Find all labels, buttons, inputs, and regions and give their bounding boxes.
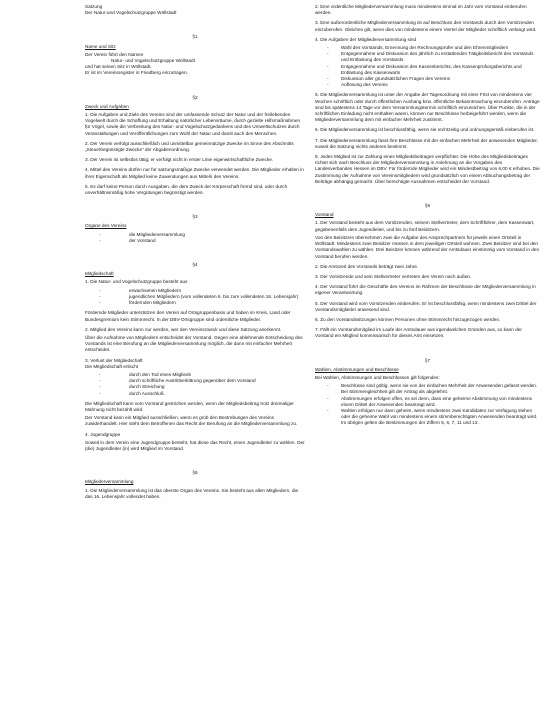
paragraph: 2. Der Verein verfolgt ausschließlich und unmittelbar gemeinnützige Zwecke im Sinne des Abschnitts „Steuerbegünstigte Zwecke“ der Abgabenordnung.: [85, 140, 294, 153]
section-title: Wahlen, Abstimmungen und Beschlüsse: [315, 366, 399, 372]
list-item: - erwachsenen Mitgliedern: [85, 288, 305, 294]
paragraph: Der Verein führt den Namen Natur- und Vogelschutzgruppe Wöllstadt und hat seinen Sitz in Wöllstadt. Er ist im Vereinsregister in Friedberg einzutragen.: [85, 51, 195, 76]
section-number: §1: [192, 34, 198, 40]
paragraph: 4. Jugendgruppe: [85, 431, 121, 437]
section-title: Organe des Vereins: [85, 223, 127, 229]
section-number: §4: [192, 262, 198, 268]
paragraph: Bei Wahlen, Abstimmungen und Beschlüssen gilt folgendes:: [315, 374, 440, 380]
list-item: - jugendlichen Mitgliedern (vom vollendeten 6. bis zum vollendeten 16. Lebensjahr): [85, 294, 305, 300]
paragraph: 3. Verlust der Mitgliedschaft Die Mitgliedschaft erlischt: [85, 357, 143, 369]
list-item: - Entgegennahme und Diskussion des Kassenberichts, des Kassenprüfungsberichts und Entlastung des Kassenwarts: [315, 64, 540, 76]
paragraph: 7. Die Mitgliederversammlung fasst ihre Beschlüsse mit der einfachen Mehrheit der anwesenden Mitglieder, soweit die Satzung nichts anderes bestimmt.: [315, 137, 539, 149]
section-title: Name und Sitz: [85, 43, 116, 49]
paragraph: 3. Der Verein ist selbstlos tätig; er verfolgt nicht in erster Linie eigenwirtschaftliche Zwecke.: [85, 157, 274, 163]
section-number: §3: [192, 214, 198, 220]
paragraph: 2. Eine ordentliche Mitgliederversammlung muss mindestens einmal im Jahr vom Vorstand einberufen werden.: [315, 4, 527, 16]
paragraph: 2. Die Amtszeit des Vorstands beträgt zwei Jahre.: [315, 263, 419, 269]
list-item: - Beschlüsse sind gültig, wenn sie von der einfachen Mehrheit der Anwesenden gefasst werden. Bei Stimmengleichheit gilt der Antrag als abgelehnt.: [315, 383, 540, 395]
list-item: - durch schriftliche Austrittserklärung gegenüber dem Vorstand: [85, 378, 305, 384]
section-number: §6: [424, 203, 431, 209]
paragraph: 6. Die Mitgliederversammlung ist beschlussfähig, wenn sie rechtzeitig und ordnungsgemäß einberufen ist.: [315, 127, 535, 133]
paragraph: Von den Beisitzern übernehmen zwei die Aufgabe des Ansprechpartners für jeweils einen Ortsteil in Wöllstadt. Mindestens zwei Beisitzer müssen in dem jeweiligen Ortsteil wohnen. Zwei Beisitzer sind bei den Vorstandswahlen zu wählen. Drei Beisitzer können während der Amtsdauer einstimmig vom Vorstand in den Vorstand berufen werden.: [315, 234, 540, 259]
list-item: - Entgegennahme und Diskussion des jährlich zu erstattenden Tätigkeitsbericht des Vorstands und Entlastung des Vorstands: [315, 51, 540, 63]
right-column: [315, 4, 540, 431]
section-number: §5: [192, 470, 198, 476]
list: [315, 45, 540, 88]
section-title: Zweck und Aufgaben: [85, 103, 129, 109]
paragraph: 2. Mitglied des Vereins kann nur werden, wer den Vereinszweck und diese Satzung anerkennt.: [85, 326, 282, 332]
list: [85, 372, 305, 397]
header-line-1: Satzung: [85, 4, 103, 9]
paragraph: 1. Die Aufgaben und Ziele des Vereins sind der umfassende Schutz der Natur und der freilebenden Vogelwelt durch die Schaffung und Erhaltung natürlicher Lebensräume, durch gezielte Hilfsmaßnahmen für Vögel, sowie die Verbreitung des Natur- und Vogelschutzgedankens und des Umweltschutzes durch Veranstaltungen und Veröffentlichungen zum Wohl der Natur und damit auch des Menschen.: [85, 112, 301, 136]
list-item: - Wahlen erfolgen nur dann geheim, wenn mindestens zwei Kandidaten zur Verfügung stehen oder die geheime Wahl von mindestens einem stimmberechtigten Anwesenden beantragt wird. Im übrigen gelten die Bestimmungen der Ziffern 5, 6, 7, 11 und 13.: [315, 408, 540, 427]
document-header: [85, 4, 305, 16]
paragraph: 6. Zu den Vorstandssitzungen können Personen ohne Stimmrecht hinzugezogen werden.: [315, 316, 501, 322]
section-number: §2: [192, 94, 198, 100]
list-item: - der Vorstand: [85, 238, 305, 244]
section-title: Mitgliedschaft: [85, 271, 114, 277]
list: [315, 383, 540, 426]
paragraph: Der Vorstand kann ein Mitglied ausschließen, wenn es grob den Bestrebungen des Vereins zuwiderhandelt. Hier steht dem Betroffenen das Recht der Berufung an die Mitgliederversammlung zu.: [85, 415, 298, 427]
paragraph: 4. Die Aufgaben der Mitgliederversammlung sind: [315, 36, 417, 42]
list-item: - Auflösung des Vereins: [315, 82, 540, 88]
list-item: - Diskussion aller grundsätzlichen Fragen des Vereins: [315, 76, 540, 82]
section-title: Vorstand: [315, 212, 334, 218]
header-line-2: Der Natur-und Vogelschutzgruppe Wöllstadt: [85, 10, 177, 16]
paragraph: 5. Es darf keine Person durch Ausgaben, die dem Zweck der Körperschaft fremd sind, oder durch unverhältnismäßig hohe Vergütungen begünstigt werden.: [85, 183, 288, 196]
paragraph: Die Mitgliedschaft kann vom Vorstand gestrichen werden, wenn der Mitgliedsbeitrag trotz dreimaliger Mahnung nicht bezahlt wird.: [85, 400, 294, 412]
paragraph: 7. Fällt ein Vorstandsmitglied im Laufe der Amtsdauer aus irgendwelchen Gründen aus, so kann der Vorstand ein Mitglied kommissarisch für dieses Amt einsetzen.: [315, 327, 522, 339]
paragraph: 4. Der Vorstand führt die Geschäfte des Vereins im Rahmen der Beschlüsse der Mitgliederversammlung in eigener Verantwortung.: [315, 284, 536, 296]
list: [85, 232, 305, 244]
list-item: - Abstimmungen erfolgen offen, es sei denn, dass eine geheime Abstimmung von mindestens einem Drittel der Anwesenden beantragt wird.: [315, 396, 540, 408]
paragraph: 1. Die Mitgliederversammlung ist das oberste Organ des Vereins. Sie besteht aus allen Mitgliedern, die das 16. Lebensjahr vollendet haben.: [85, 487, 299, 499]
paragraph: 8. Jedes Mitglied ist zur Zahlung eines Mitgliedsbeitrages verpflichtet. Die Höhe des Mitgliedsbeitrages richtet sich nach Beschluss der Mitgliederversammlung in Anlehnung an die Vorgaben des Landesverbandes Hessen im DBV. Für fördernde Mitglieder wird ein Mindestbeitrag von 6,00 € erhoben. Die Zustimmung der Aufnahme von Vereinsmitgliedern wird grundsätzlich von einem Abbuchungsbetrag der Beiträge abhängig gemacht. Über berechtigte Ausnahmen entscheidet der Vorstand.: [315, 154, 540, 184]
paragraph: 1. Die Natur- und Vogelschutzgruppe besteht aus: [85, 279, 188, 285]
list-item: - durch Ausschluß.: [85, 391, 305, 397]
paragraph: Fördernde Mitglieder unterstützen den Verein auf Ortsgruppenbasis und haben im Kreis, Land oder Bundesgremium kein Stimmrecht. In der DBV-Ortsgruppe sind ordentliche Mitglieder.: [85, 310, 291, 322]
list-item: - durch den Tod eines Mitglieds: [85, 372, 305, 378]
list-item: - Wahl des Vorstands, Ernennung der Rechnungsprüfer und den Ehrenmitgliedern: [315, 45, 540, 51]
paragraph: 1. Der Vorstand besteht aus dem Vorsitzenden, seinem Stellvertreter, dem Schriftführer, dem Kassenwart, gegebenenfalls dem Jugendleiter, und bis zu fünf Beisitzern.: [315, 220, 535, 232]
paragraph: 5. Die Mitgliederversammlung ist unter der Angabe der Tagesordnung mit einer Frist von mindestens vier Wochen schriftlich oder durch öffentlichen Aushang bzw. öffentliche Bekanntmachung einzuberufen. Anträge sind bis spätestens 14 Tage vor dem Versammlungstermin schriftlich einzureichen. Über Punkte, die in der schriftlichen Einladung nicht enthalten waren, können nur Beschlüsse herbeigeführt werden, wenn die Mitgliederversammlung dem mit einfacher Mehrheit zustimmt.: [315, 92, 540, 123]
paragraph: 3. Eine außerordentliche Mitgliederversammlung ist auf Beschluss des Vorstands durch den Vorsitzenden einzuberufen. Gleiches gilt, wenn dies von mindestens einem Viertel der Mitglieder schriftlich verlangt wird.: [315, 20, 537, 32]
section-number: §7: [424, 357, 431, 363]
paragraph: Über die Aufnahme von Mitgliedern entscheidet der Vorstand. Gegen eine ablehnende Entscheidung des Vorstands ist eine Berufung an die Mitgliederversammlung möglich, die dann mit einfacher Mehrheit entscheidet.: [85, 334, 303, 353]
paragraph: 4. Mittel des Vereins dürfen nur für satzungsmäßige Zwecke verwendet werden. Die Mitglieder erhalten in ihrer Eigenschaft als Mitglied keine Zuwendungen aus Mitteln des Vereins.: [85, 167, 304, 179]
section-title: Mitgliederversammlung: [85, 479, 134, 485]
list-item: - durch Streichung: [85, 384, 305, 390]
list-item: - die Mitgliederversammlung: [85, 232, 305, 238]
paragraph: Soweit in dem Verein eine Jugendgruppe besteht, hat diese das Recht, einen Jugendleiter zu wählen. Der (die) Jugendleiter (in) wird Mitglied im Vorstand.: [85, 439, 305, 451]
paragraph: 3. Der Vorsitzende und sein Stellvertreter vertreten den Verein nach außen.: [315, 273, 472, 279]
left-column: [85, 4, 305, 504]
list: [85, 288, 305, 307]
list-item: - fördernden Mitgliedern: [85, 300, 305, 306]
paragraph: 5. Der Vorstand wird vom Vorsitzenden einberufen. Er ist beschlussfähig, wenn mindestens zwei Drittel der Vorstandsmitglieder anwesend sind.: [315, 300, 537, 312]
